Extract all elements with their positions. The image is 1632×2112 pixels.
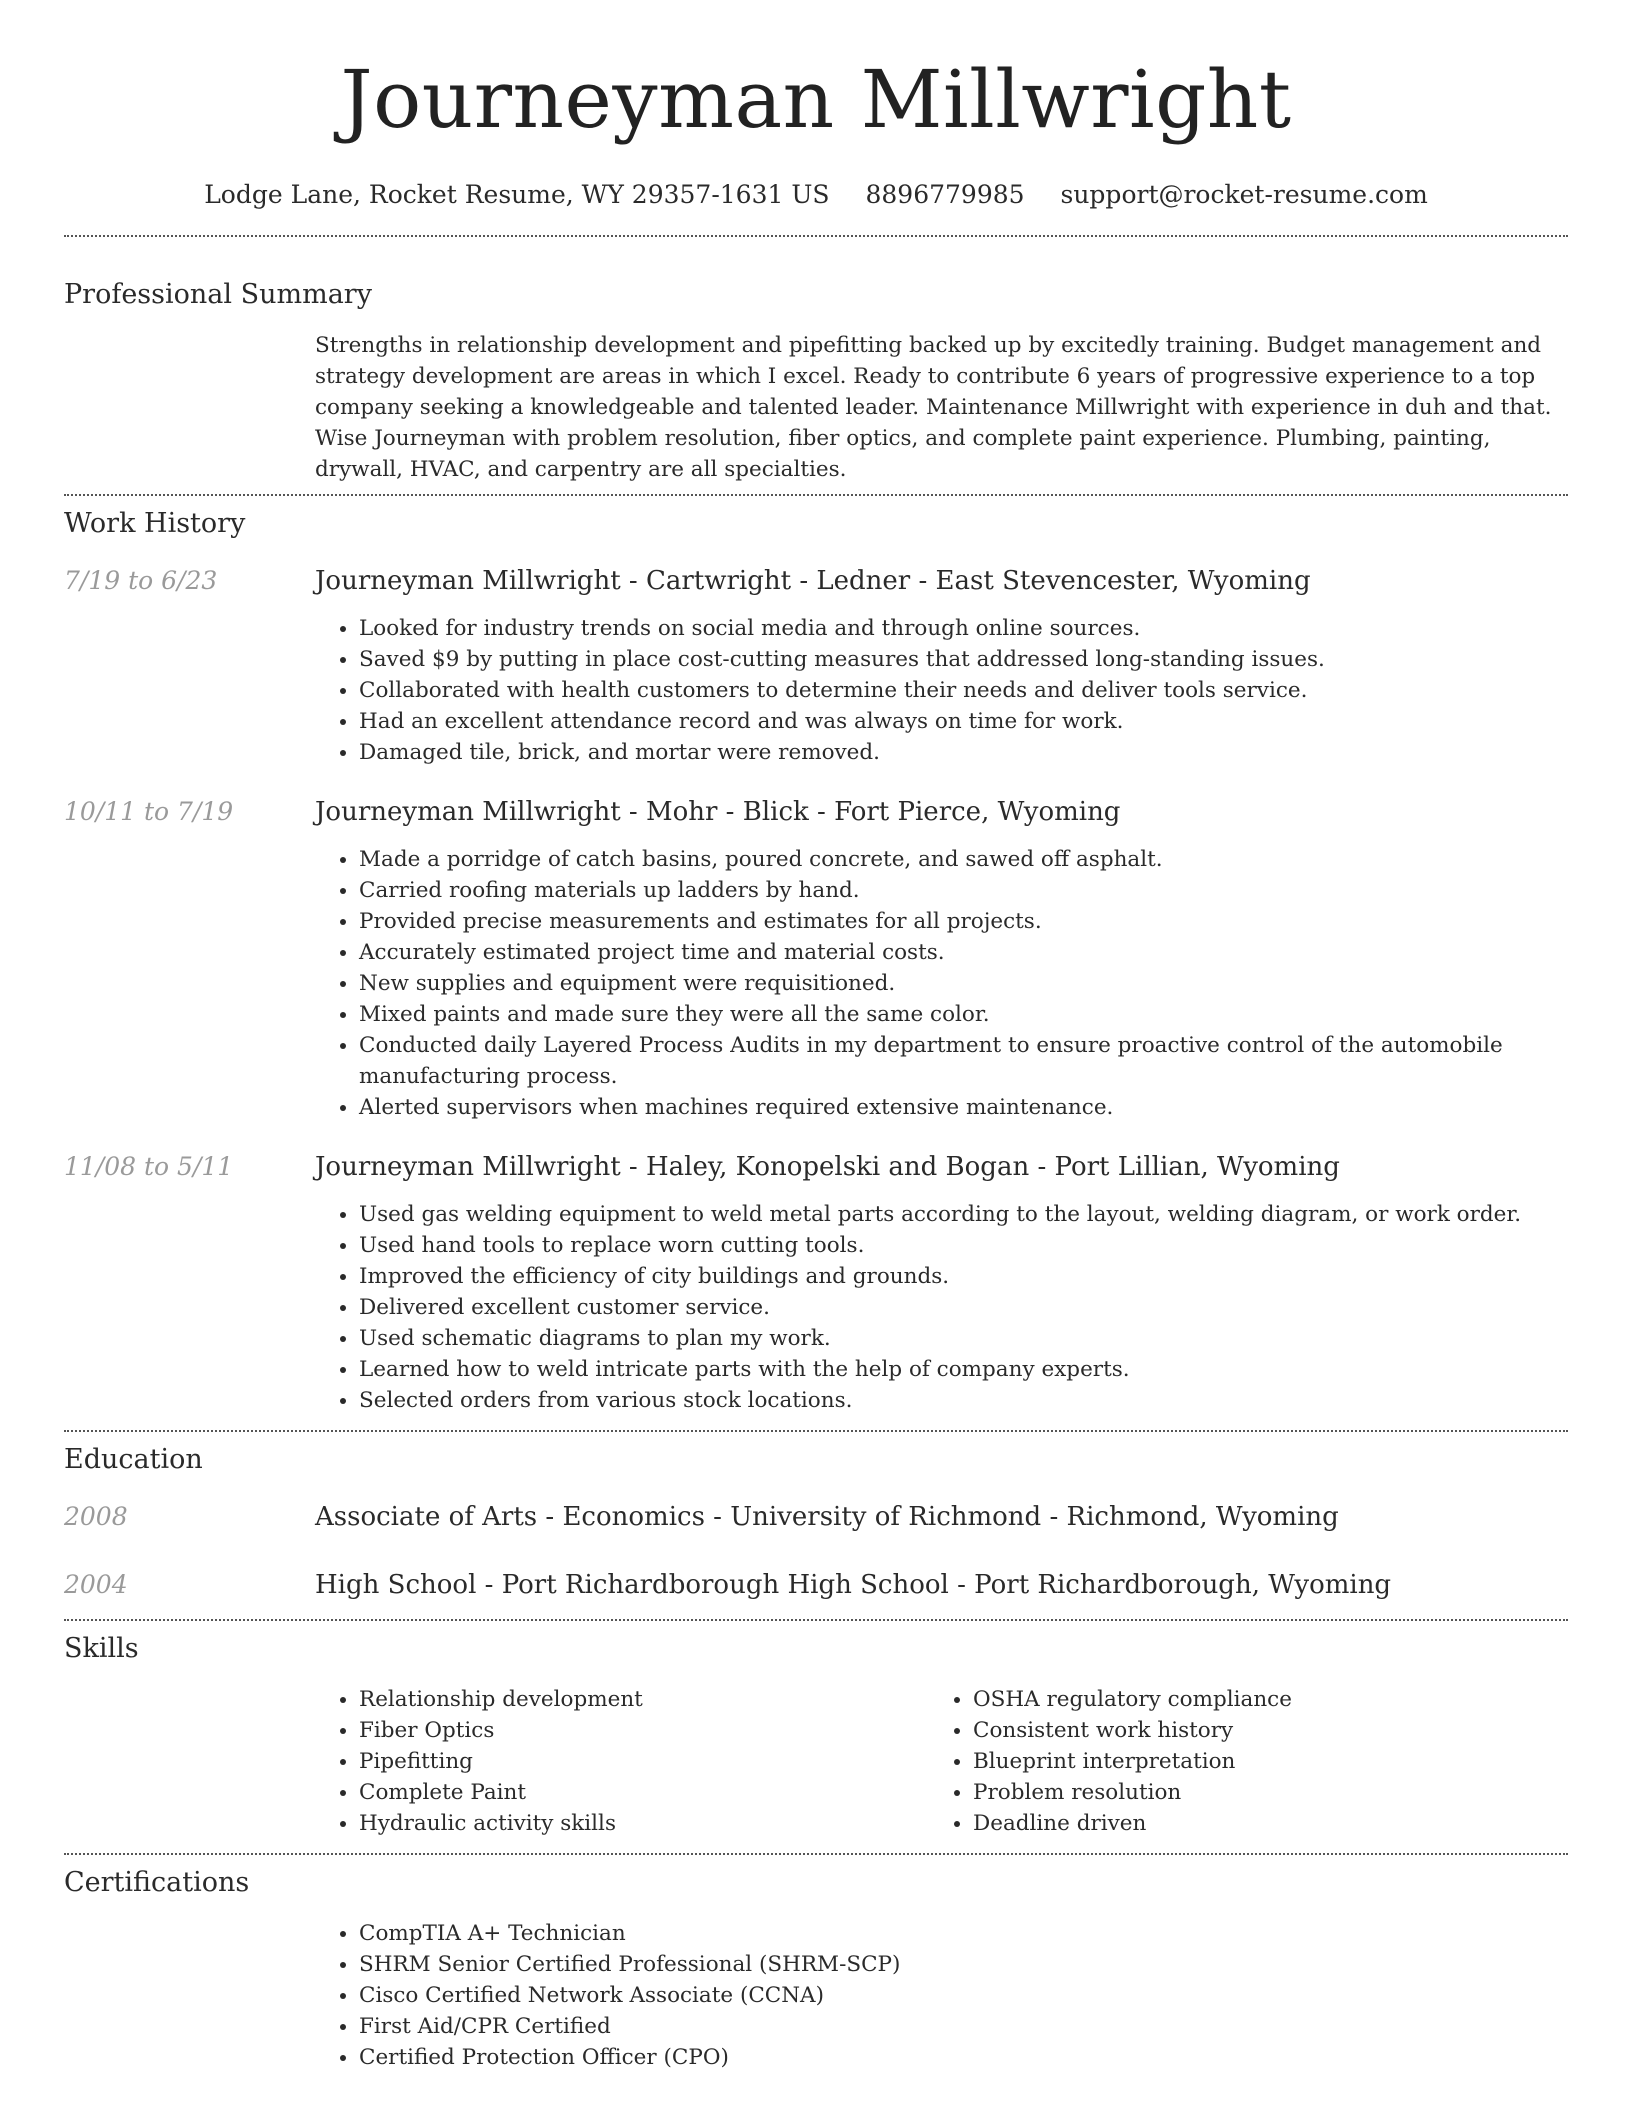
list-item: • Carried roofing materials up ladders by hand. bbox=[359, 875, 1568, 906]
candidate-name: Journeyman Millwright bbox=[340, 53, 1292, 146]
contact-address: Lodge Lane, Rocket Resume, WY 29357-1631 US bbox=[204, 180, 830, 209]
education-year: 2004 bbox=[64, 1570, 128, 1599]
list-item: • Conducted daily Layered Process Audits in my department to ensure proactive control of the automobile manufacturing process. bbox=[359, 1030, 1568, 1092]
education-text: High School - Port Richardborough High School - Port Richardborough, Wyoming bbox=[315, 1570, 1392, 1600]
list-item: • Provided precise measurements and estimates for all projects. bbox=[359, 906, 1568, 937]
job-dates: 11/08 to 5/11 bbox=[64, 1152, 234, 1181]
job-bullets bbox=[315, 613, 1568, 768]
list-item: • Mixed paints and made sure they were all the same color. bbox=[359, 999, 1568, 1030]
certifications-row bbox=[64, 1918, 1568, 2073]
section-divider bbox=[64, 1853, 1568, 1855]
list-item: • Selected orders from various stock locations. bbox=[359, 1385, 1568, 1416]
skills-heading: Skills bbox=[64, 1633, 139, 1664]
job-dates: 10/11 to 7/19 bbox=[64, 797, 234, 826]
skills-column-2 bbox=[929, 1684, 1292, 1839]
list-item: • Learned how to weld intricate parts with the help of company experts. bbox=[359, 1354, 1568, 1385]
education-heading: Education bbox=[64, 1444, 203, 1475]
list-item: • Problem resolution bbox=[973, 1777, 1292, 1808]
job-title: Journeyman Millwright - Haley, Konopelski and Bogan - Port Lillian, Wyoming bbox=[315, 1152, 1340, 1182]
job-title: Journeyman Millwright - Cartwright - Ledner - East Stevencester, Wyoming bbox=[315, 566, 1311, 596]
list-item: • Pipefitting bbox=[359, 1746, 929, 1777]
list-item: • Deadline driven bbox=[973, 1808, 1292, 1839]
summary-heading: Professional Summary bbox=[64, 279, 372, 310]
list-item: • SHRM Senior Certified Professional (SHRM-SCP) bbox=[359, 1949, 1568, 1980]
list-item: • Used hand tools to replace worn cutting tools. bbox=[359, 1230, 1568, 1261]
list-item: • Saved $9 by putting in place cost-cutting measures that addressed long-standing issues. bbox=[359, 644, 1568, 675]
job-title: Journeyman Millwright - Mohr - Blick - Fort Pierce, Wyoming bbox=[315, 797, 1121, 827]
education-year: 2008 bbox=[64, 1502, 128, 1531]
list-item: • Relationship development bbox=[359, 1684, 929, 1715]
list-item: • Collaborated with health customers to determine their needs and deliver tools service. bbox=[359, 675, 1568, 706]
job-entry bbox=[64, 796, 1568, 1123]
work-history-heading: Work History bbox=[64, 508, 246, 539]
list-item: • Blueprint interpretation bbox=[973, 1746, 1292, 1777]
section-divider bbox=[64, 494, 1568, 496]
certifications-heading: Certifications bbox=[64, 1867, 250, 1898]
list-item: • Improved the efficiency of city buildings and grounds. bbox=[359, 1261, 1568, 1292]
list-item: • Damaged tile, brick, and mortar were removed. bbox=[359, 737, 1568, 768]
list-item: • Hydraulic activity skills bbox=[359, 1808, 929, 1839]
resume-header bbox=[0, 0, 1632, 209]
section-divider bbox=[64, 1619, 1568, 1621]
list-item: • Looked for industry trends on social media and through online sources. bbox=[359, 613, 1568, 644]
contact-phone: 8896779985 bbox=[865, 180, 1025, 209]
summary-text: Strengths in relationship development and pipefitting backed up by excitedly training. Budget management and strategy development are areas in which I excel. Ready to contribute 6 years of progressive experience to a top company seeking a knowledgeable and talented leader. Maintenance Millwright with experience in duh and that. Wise Journeyman with problem resolution, fiber optics, and complete paint experience. Plumbing, painting, drywall, HVAC, and carpentry are all specialties. bbox=[315, 333, 1552, 482]
job-entry bbox=[64, 1151, 1568, 1416]
list-item: • Cisco Certified Network Associate (CCNA) bbox=[359, 1980, 1568, 2011]
list-item: • Used gas welding equipment to weld metal parts according to the layout, welding diagram, or work order. bbox=[359, 1199, 1568, 1230]
job-bullets bbox=[315, 844, 1568, 1123]
list-item: • Had an excellent attendance record and was always on time for work. bbox=[359, 706, 1568, 737]
contact-email: support@rocket-resume.com bbox=[1060, 180, 1428, 209]
list-item: • CompTIA A+ Technician bbox=[359, 1918, 1568, 1949]
job-dates: 7/19 to 6/23 bbox=[64, 566, 218, 595]
list-item: • OSHA regulatory compliance bbox=[973, 1684, 1292, 1715]
list-item: • Accurately estimated project time and material costs. bbox=[359, 937, 1568, 968]
skills-column-1 bbox=[315, 1684, 929, 1839]
list-item: • Complete Paint bbox=[359, 1777, 929, 1808]
job-bullets bbox=[315, 1199, 1568, 1416]
list-item: • Made a porridge of catch basins, poured concrete, and sawed off asphalt. bbox=[359, 844, 1568, 875]
list-item: • Delivered excellent customer service. bbox=[359, 1292, 1568, 1323]
contact-line bbox=[0, 180, 1632, 209]
summary-row bbox=[64, 330, 1568, 485]
list-item: • Certified Protection Officer (CPO) bbox=[359, 2042, 1568, 2073]
education-entry bbox=[64, 1501, 1568, 1533]
job-entry bbox=[64, 565, 1568, 768]
list-item: • Consistent work history bbox=[973, 1715, 1292, 1746]
list-item: • First Aid/CPR Certified bbox=[359, 2011, 1568, 2042]
education-entry bbox=[64, 1569, 1568, 1601]
list-item: • Fiber Optics bbox=[359, 1715, 929, 1746]
skills-row bbox=[64, 1684, 1568, 1839]
certifications-list bbox=[315, 1918, 1568, 2073]
list-item: • New supplies and equipment were requisitioned. bbox=[359, 968, 1568, 999]
list-item: • Used schematic diagrams to plan my work. bbox=[359, 1323, 1568, 1354]
section-divider bbox=[64, 1430, 1568, 1432]
section-divider bbox=[64, 235, 1568, 237]
list-item: • Alerted supervisors when machines required extensive maintenance. bbox=[359, 1092, 1568, 1123]
education-text: Associate of Arts - Economics - University of Richmond - Richmond, Wyoming bbox=[315, 1502, 1339, 1532]
